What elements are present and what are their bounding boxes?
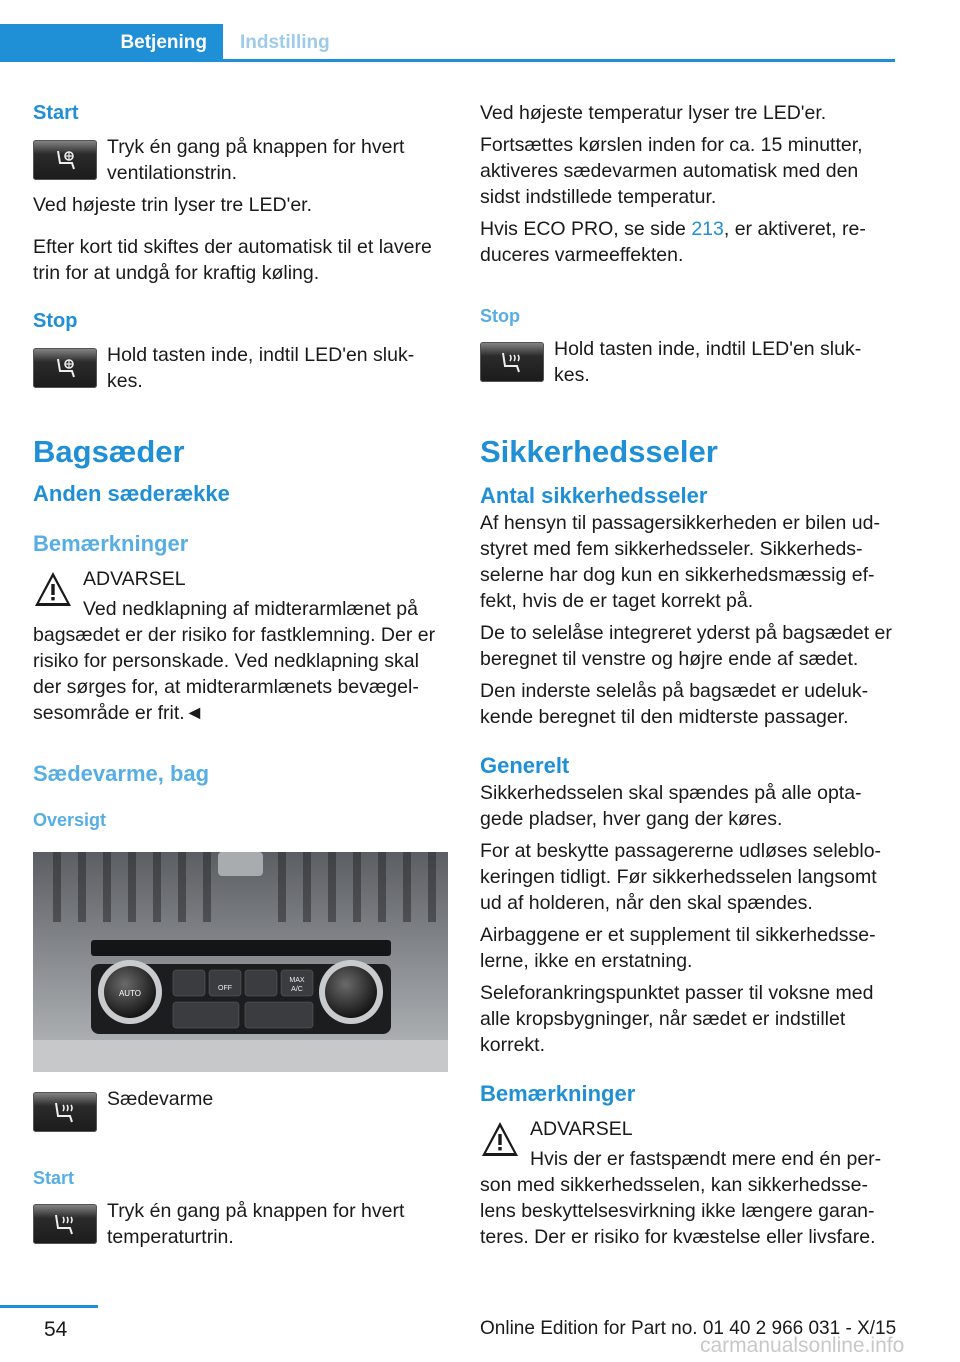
- page-number: 54: [44, 1318, 68, 1341]
- eco-pro-text-pre: Hvis ECO PRO, se side: [480, 218, 692, 240]
- seat-heating-button-icon: [33, 1204, 97, 1244]
- para-efter-kort-tid: Efter kort tid skiftes der automatisk til et lavere trin for at undgå for kraftig køling.: [33, 236, 432, 284]
- tab-betjening[interactable]: Betjening: [0, 24, 223, 62]
- rear-climate-panel-photo: [33, 852, 448, 1072]
- watermark: carmanualsonline.info: [700, 1334, 905, 1357]
- photo-label-ac: A/C: [291, 986, 303, 993]
- eco-pro-text-post: , er aktiveret, re-duceres varmeeffekten.: [480, 218, 866, 266]
- warning-block-seatbelt: [480, 1116, 892, 1250]
- start-ventilation-text: Tryk én gang på knappen for hvert ventilationstrin.: [107, 136, 405, 184]
- heading-bemaerkninger-1: Bemærkninger: [33, 531, 189, 556]
- seat-ventilation-button-icon: [33, 348, 97, 388]
- saedevarme-row: [33, 1086, 448, 1138]
- seat-heating-button-icon: [480, 342, 544, 382]
- para-inderste: Den inderste selelås på bagsædet er udeluk-kende beregnet til den midterste passager.: [480, 680, 869, 728]
- photo-label-auto: AUTO: [118, 989, 142, 998]
- heading-generelt: Generelt: [480, 753, 570, 778]
- warning-triangle-icon: [33, 570, 73, 608]
- heading-antal-sikkerhedsseler: Antal sikkerhedsseler: [480, 483, 708, 508]
- para-seleforankring: Seleforankringspunktet passer til voksne med alle kropsbygninger, når sædet er indstillet korrekt.: [480, 982, 874, 1056]
- para-fortsaettes: Fortsættes kørslen inden for ca. 15 minutter, aktiveres sædevarmen automatisk med den sidst indstillede temperatur.: [480, 134, 863, 208]
- right-column: [480, 100, 892, 1250]
- para-antal: Af hensyn til passagersikkerheden er bilen ud-styret med fem sikkerhedsseler. Sikkerheds-selerne har dog kun en sikkerhedsmæssig ef-fekt, hvis de er taget korrekt på.: [480, 512, 880, 612]
- seat-heating-button-icon: [33, 1092, 97, 1132]
- photo-label-max: MAX: [289, 977, 305, 984]
- para-hoejeste-temperatur: Ved højeste temperatur lyser tre LED'er.: [480, 102, 827, 124]
- warning-label-1: ADVARSEL: [83, 568, 186, 590]
- footer-accent-line: [0, 1305, 98, 1308]
- heading-stop-ventilation: Stop: [33, 310, 78, 332]
- tab-indstilling[interactable]: Indstilling: [240, 32, 330, 53]
- saedevarme-label: Sædevarme: [107, 1088, 214, 1110]
- heading-oversigt: Oversigt: [33, 810, 107, 830]
- heading-saedevarme-bag: Sædevarme, bag: [33, 761, 210, 786]
- heading-bemaerkninger-2: Bemærkninger: [480, 1081, 636, 1106]
- link-page-213[interactable]: 213: [691, 218, 724, 240]
- left-column: [33, 100, 448, 1250]
- start-ventilation-row: [33, 134, 448, 186]
- heading-anden-saederaekke: Anden sæderække: [33, 481, 230, 506]
- heading-bagsaeder: Bagsæder: [33, 434, 185, 469]
- stop-ventilation-row: [33, 342, 448, 394]
- warning-triangle-icon: [480, 1120, 520, 1158]
- stop-heating-text: Hold tasten inde, indtil LED'en sluk-kes.: [554, 338, 862, 386]
- para-airbag: Airbaggene er et supplement til sikkerhedsse-lerne, ikke en erstatning.: [480, 924, 876, 972]
- edition-text: Online Edition for Part no. 01 40 2 966 031 - X/15: [480, 1318, 897, 1339]
- heading-sikkerhedsseler: Sikkerhedsseler: [480, 434, 718, 469]
- warning-text-2: son med sikkerhedsselen, kan sikkerhedsse-lens beskyttelsesvirkning ikke længere garan-teres. Der er risiko for kvæstelse eller livsfare.: [480, 1174, 876, 1248]
- para-beskytte: For at beskytte passagererne udløses seleblo-keringen tidligt. Før sikkerhedsselen langsomt ud af holderen, når den skal spændes.: [480, 840, 882, 914]
- para-eco-pro: [480, 216, 892, 268]
- stop-ventilation-text: Hold tasten inde, indtil LED'en sluk-kes.: [107, 344, 415, 392]
- warning-line-2: Hvis der er fastspændt mere end én per-: [530, 1148, 882, 1170]
- para-generelt: Sikkerhedsselen skal spændes på alle opta-gede pladser, hver gang der køres.: [480, 782, 862, 830]
- heading-start-heating: Start: [33, 1168, 75, 1188]
- start-heating-row: [33, 1198, 448, 1250]
- seat-ventilation-button-icon: [33, 140, 97, 180]
- chapter-tabs: [0, 24, 895, 62]
- para-trin-led: Ved højeste trin lyser tre LED'er.: [33, 194, 313, 216]
- warning-label-2: ADVARSEL: [530, 1118, 633, 1140]
- stop-heating-row: [480, 336, 892, 388]
- start-heating-text: Tryk én gang på knappen for hvert temperaturtrin.: [107, 1200, 405, 1248]
- warning-text-1: bagsædet er der risiko for fastklemning. Der er risiko for personskade. Ved nedklapning skal der sørges for, at midterarmlænets bevægel-sesområde er frit.◄: [33, 624, 436, 724]
- para-selelaase: De to selelåse integreret yderst på bagsædet er beregnet til venstre og højre ende af sædet.: [480, 622, 892, 670]
- photo-label-off: OFF: [218, 985, 232, 992]
- heading-start-ventilation: Start: [33, 102, 79, 124]
- heading-stop-heating: Stop: [480, 306, 520, 326]
- warning-block-armrest: [33, 566, 448, 726]
- warning-line-1: Ved nedklapning af midterarmlænet på: [83, 598, 418, 620]
